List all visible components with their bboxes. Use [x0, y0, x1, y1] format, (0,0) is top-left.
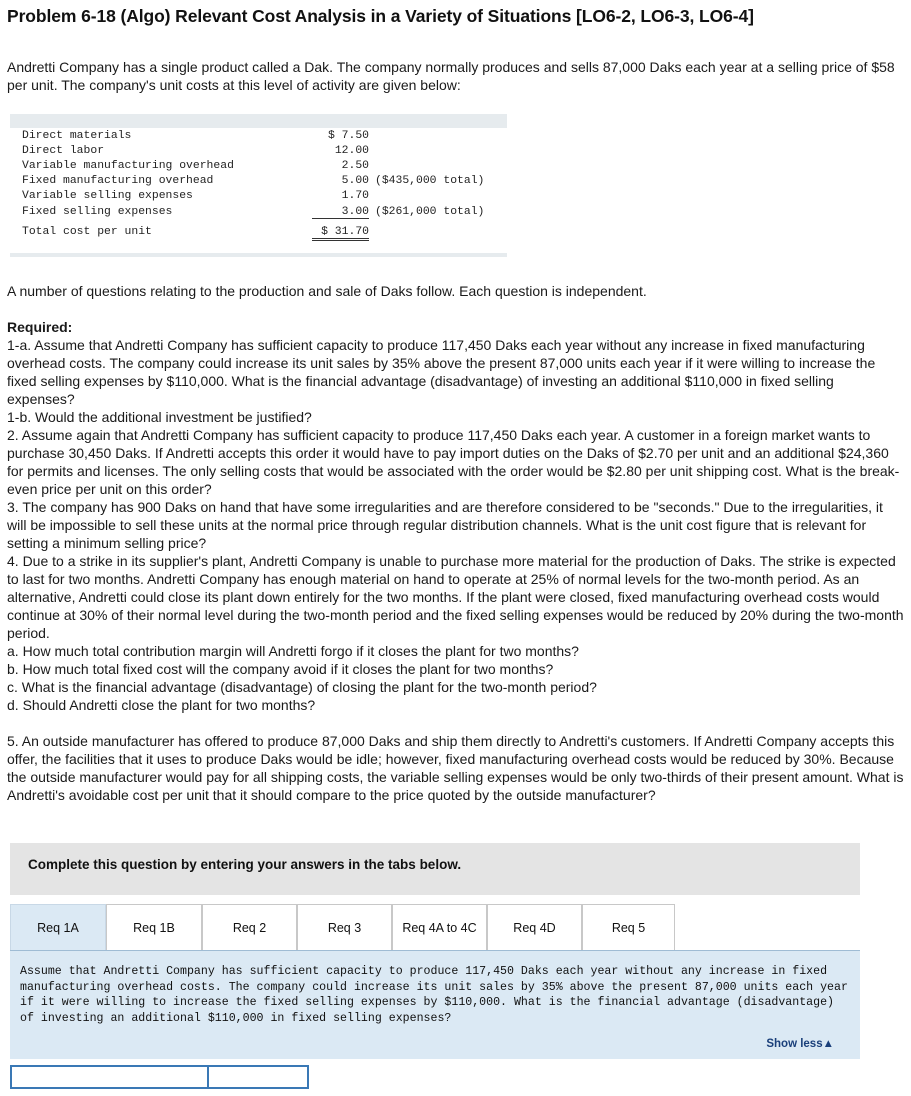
cost-label: Total cost per unit [22, 226, 152, 238]
cost-value: 1.70 [341, 190, 369, 202]
cost-value: $ 31.70 [312, 226, 369, 241]
cost-value: $ 7.50 [327, 130, 369, 142]
cost-label: Variable manufacturing overhead [22, 160, 234, 172]
cost-value: 2.50 [341, 160, 369, 172]
tab-req-2[interactable]: Req 2 [202, 904, 297, 950]
answer-amount-input[interactable] [207, 1065, 309, 1089]
instructions-panel [10, 843, 860, 895]
tab-req-5[interactable]: Req 5 [582, 904, 675, 950]
tab-req-3[interactable]: Req 3 [297, 904, 392, 950]
show-less-label: Show less [766, 1038, 823, 1050]
question-5: 5. An outside manufacturer has offered to produce 87,000 Daks and ship them directly to Andretti's customers. If Andretti Company accepts this offer, the facilities that it uses to produce Daks would be idle; however, fixed manufacturing overhead costs would be reduced by 30%. Because the outside manufacturer would pay for all shipping costs, the variable selling expenses would be only two-thirds of their present amount. What is Andretti's avoidable cost per unit that it should compare to the price quoted by the outside manufacturer? [7, 733, 904, 803]
show-less-link[interactable] [766, 1038, 834, 1050]
questions-intro: A number of questions relating to the production and sale of Daks follow. Each question is independent. [7, 283, 647, 299]
answer-label-input[interactable] [10, 1065, 209, 1089]
cost-label: Fixed manufacturing overhead [22, 175, 214, 187]
cost-label: Variable selling expenses [22, 190, 193, 202]
tab-content-text: Assume that Andretti Company has sufficient capacity to produce 117,450 Daks each year without any increase in fixed manufacturing overhead costs. The company could increase its unit sales by 35% above the present 87,000 units each year if it were willing to increase the fixed selling expenses by $110,000. What is the financial advantage (disadvantage) of investing an additional $110,000 in fixed selling expenses? [20, 965, 848, 1025]
required-questions: 1-a. Assume that Andretti Company has sufficient capacity to produce 117,450 Daks each year without any increase in fixed manufacturing overhead costs. The company could increase its unit sales by 35% above the present 87,000 units each year if it were willing to increase the fixed selling expenses by $110,000. What is the financial advantage (disadvantage) of investing an additional $110,000 in fixed selling expenses? 1-b. Would the additional investment be justified? 2. Assume again that Andretti Company has sufficient capacity to produce 117,450 Daks each year. A customer in a foreign market wants to purchase 30,450 Daks. If Andretti accepts this order it would have to pay import duties on the Daks of $2.70 per unit and an additional $24,360 for permits and licenses. The only selling costs that would be associated with the order would be $2.80 per unit shipping cost. What is the break-even price per unit on this order? 3. The company has 900 Daks on hand that have some irregularities and are therefore considered to be "seconds." Due to the irregularities, it will be impossible to sell these units at the normal price through regular distribution channels. What is the unit cost figure that is relevant for setting a minimum selling price? 4. Due to a strike in its supplier's plant, Andretti Company is unable to purchase more material for the production of Daks. The strike is expected to last for two months. Andretti Company has enough material on hand to operate at 25% of normal levels for the two-month period. As an alternative, Andretti could close its plant down entirely for the two months. If the plant were closed, fixed manufacturing overhead costs would continue at 30% of their normal level during the two-month period and the fixed selling expenses would be reduced by 20% during the two-month period. a. How much total contribution margin will Andretti forgo if it closes the plant for two months? b. How much total fixed cost will the company avoid if it closes the plant for two months? c. What is the financial advantage (disadvantage) of closing the plant for the two-month period? d. Should Andretti close the plant for two months? [7, 337, 904, 713]
tab-req-1b[interactable]: Req 1B [106, 904, 202, 950]
cost-value: 3.00 [312, 206, 369, 219]
cost-note: ($435,000 total) [375, 175, 485, 187]
cost-label: Fixed selling expenses [22, 206, 173, 218]
tab-content-panel [10, 950, 860, 1059]
cost-label: Direct materials [22, 130, 132, 142]
instructions-text: Complete this question by entering your answers in the tabs below. [28, 857, 462, 872]
intro-paragraph: Andretti Company has a single product called a Dak. The company normally produces and sells 87,000 Daks each year at a selling price of $58 per unit. The company's unit costs at this level of activity are given below: [7, 59, 895, 93]
tab-req-1a[interactable]: Req 1A [10, 904, 106, 950]
cost-label: Direct labor [22, 145, 105, 157]
tab-req-4a-4c[interactable]: Req 4A to 4C [392, 904, 487, 950]
required-section [7, 318, 905, 714]
triangle-up-icon: ▲ [822, 1038, 834, 1050]
cost-note: ($261,000 total) [375, 206, 485, 218]
unit-cost-table [10, 114, 507, 257]
page-title: Problem 6-18 (Algo) Relevant Cost Analysis in a Variety of Situations [LO6-2, LO6-3, LO6-4] [7, 6, 754, 26]
tab-req-4d[interactable]: Req 4D [487, 904, 582, 950]
required-heading: Required: [7, 319, 73, 335]
cost-value: 12.00 [334, 145, 369, 157]
cost-value: 5.00 [341, 175, 369, 187]
